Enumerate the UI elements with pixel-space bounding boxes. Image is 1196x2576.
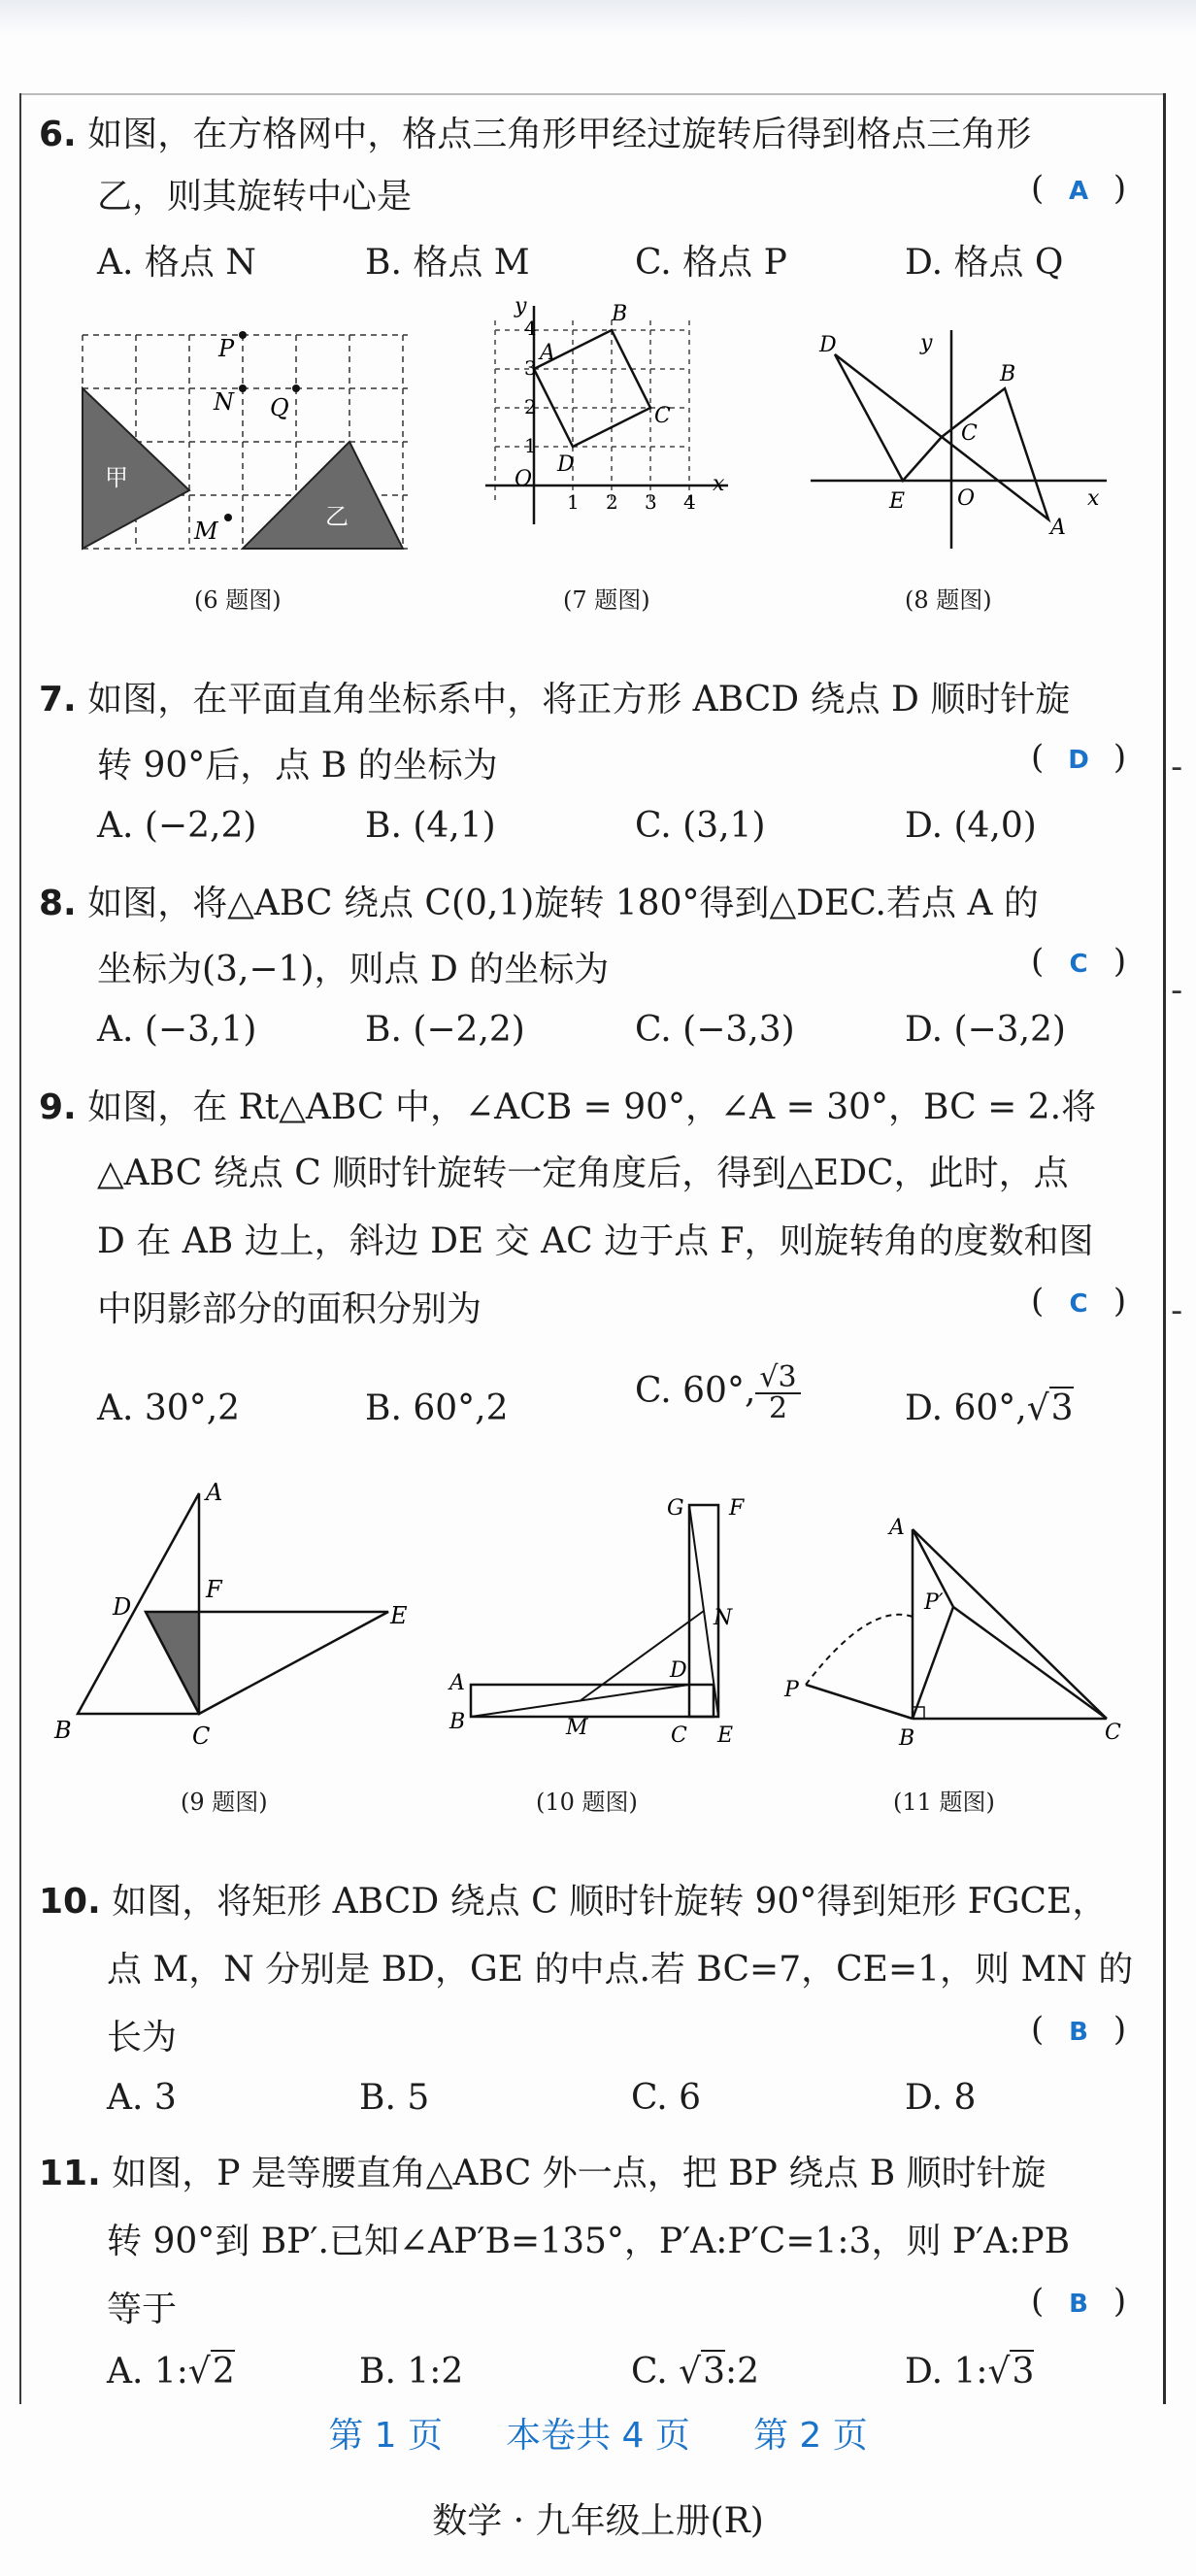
q11-option-d: D. 1:√3: [905, 2352, 1035, 2392]
q9-option-c: C. 60°, $\frac{√3}{2}$: [635, 1363, 801, 1423]
label-x: x: [1087, 486, 1100, 511]
top-shade: [0, 0, 1196, 35]
q7-option-b: B. (4,1): [365, 806, 496, 846]
label-n: N: [214, 388, 234, 416]
figure-10-caption: (10 题图): [536, 1789, 638, 1816]
q11-line2: 转 90°到 BP′.已知∠AP′B=135°，P′A:P′C=1:3，则 P′A:PB: [107, 2222, 1071, 2261]
point-q: [292, 385, 300, 392]
label-f: F: [729, 1496, 745, 1521]
figure-11: [777, 1510, 1136, 1757]
y-tick: 2: [524, 395, 537, 418]
arc-rotation: [806, 1615, 913, 1685]
label-b: B: [54, 1717, 72, 1744]
label-g: G: [667, 1496, 684, 1521]
q10-answer: ( B ): [1031, 2010, 1127, 2049]
edge-mark: -: [1171, 971, 1183, 1010]
edge-mark: -: [1171, 748, 1183, 786]
q9-line1: 9. 如图，在 Rt△ABC 中，∠ACB = 90°，∠A = 30°，BC = 2.将: [39, 1087, 1097, 1127]
q8-option-d: D. (−3,2): [905, 1010, 1066, 1050]
q7-line2: 转 90°后，点 B 的坐标为: [97, 746, 498, 786]
figure-9-caption: (9 题图): [181, 1789, 268, 1816]
segment-mn: [580, 1611, 704, 1701]
y-tick: 1: [524, 434, 537, 457]
x-tick: 4: [683, 490, 696, 514]
label-c: C: [671, 1723, 687, 1748]
figure-6: [78, 330, 413, 553]
segment-p2c: [953, 1607, 1107, 1719]
label-o: O: [957, 486, 976, 511]
total-pages: 本卷共 4 页: [506, 2416, 690, 2456]
q9-option-d: D. 60°,√3: [905, 1388, 1074, 1428]
q11-answer: ( B ): [1031, 2282, 1127, 2321]
segment-bp: [806, 1685, 913, 1719]
label-p: P: [784, 1678, 799, 1702]
q10-option-c: C. 6: [631, 2078, 702, 2118]
figure-8: [806, 320, 1116, 553]
figure-9: [49, 1476, 427, 1757]
triangle-dec: [835, 354, 942, 481]
label-b: B: [449, 1710, 466, 1734]
label-d: D: [113, 1593, 132, 1621]
label-a: A: [449, 1671, 465, 1695]
label-a: A: [889, 1516, 905, 1540]
q10-option-b: B. 5: [359, 2078, 430, 2118]
label-o: O: [515, 467, 533, 491]
x-tick: 1: [567, 490, 580, 514]
q8-option-a: A. (−3,1): [97, 1010, 257, 1050]
label-yi: 乙: [325, 503, 349, 530]
figure-7: [476, 291, 738, 534]
label-c: C: [961, 421, 978, 446]
q10-line1: 10. 如图，将矩形 ABCD 绕点 C 顺时针旋转 90°得到矩形 FGCE，: [39, 1882, 1108, 1922]
label-y: y: [515, 294, 527, 318]
label-p-prime: P′: [924, 1590, 944, 1615]
label-p: P: [218, 335, 235, 362]
page-1-link[interactable]: 第 1 页: [328, 2416, 443, 2456]
q10-option-d: D. 8: [905, 2078, 977, 2118]
q10-line2: 点 M，N 分别是 BD，GE 的中点.若 BC=7，CE=1，则 MN 的: [107, 1950, 1134, 1990]
frame-left: [19, 93, 21, 2404]
page-2-link[interactable]: 第 2 页: [752, 2416, 868, 2456]
y-tick: 4: [524, 317, 537, 340]
label-c: C: [1105, 1721, 1121, 1745]
x-tick: 3: [645, 490, 657, 514]
segment-bp2: [913, 1607, 953, 1719]
q7-option-d: D. (4,0): [905, 806, 1037, 846]
label-a: A: [1050, 516, 1066, 540]
q8-option-c: C. (−3,3): [635, 1010, 795, 1050]
q6-option-a: A. 格点 N: [97, 243, 256, 283]
label-y: y: [920, 331, 933, 355]
q8-answer: ( C ): [1031, 942, 1127, 981]
q8-option-b: B. (−2,2): [365, 1010, 525, 1050]
q9-line3: D 在 AB 边上，斜边 DE 交 AC 边于点 F，则旋转角的度数和图: [97, 1221, 1094, 1261]
label-jia: 甲: [105, 464, 128, 491]
label-d: D: [670, 1658, 687, 1683]
q7-option-a: A. (−2,2): [97, 806, 257, 846]
label-f: F: [206, 1576, 222, 1603]
label-e: E: [390, 1602, 408, 1629]
label-a: A: [540, 341, 555, 365]
point-n: [239, 385, 247, 392]
y-tick: 3: [524, 356, 537, 380]
frame-top: [19, 93, 1165, 95]
q8-line2: 坐标为(3,−1)，则点 D 的坐标为: [97, 950, 610, 989]
label-m: M: [566, 1716, 588, 1740]
q9-line4: 中阴影部分的面积分别为: [97, 1289, 482, 1329]
figure-10: [442, 1486, 772, 1757]
q9-line2: △ABC 绕点 C 顺时针旋转一定角度后，得到△EDC，此时，点: [97, 1154, 1069, 1193]
q7-answer: ( D ): [1031, 738, 1127, 777]
edge-mark: -: [1171, 1291, 1183, 1330]
label-c: C: [192, 1723, 211, 1750]
q9-option-a: A. 30°,2: [97, 1388, 241, 1428]
point-m: [224, 514, 232, 521]
q9-option-b: B. 60°,2: [365, 1388, 509, 1428]
figure-6-caption: (6 题图): [194, 586, 282, 614]
q9-answer: ( C ): [1031, 1282, 1127, 1321]
q11-line1: 11. 如图，P 是等腰直角△ABC 外一点，把 BP 绕点 B 顺时针旋: [39, 2154, 1046, 2193]
subject-title: 数学 · 九年级上册(R): [432, 2501, 764, 2541]
q8-line1: 8. 如图，将△ABC 绕点 C(0,1)旋转 180°得到△DEC.若点 A 的: [39, 884, 1039, 923]
q11-option-a: A. 1:√2: [107, 2352, 235, 2392]
label-q: Q: [270, 394, 289, 421]
label-e: E: [717, 1723, 734, 1748]
page-footer: [0, 2408, 1196, 2458]
label-e: E: [889, 489, 906, 514]
label-b: B: [899, 1726, 915, 1751]
label-n: N: [714, 1606, 733, 1630]
q6-line1: 6. 如图，在方格网中，格点三角形甲经过旋转后得到格点三角形: [39, 115, 1032, 154]
figure-7-caption: (7 题图): [563, 586, 650, 614]
figure-8-caption: (8 题图): [905, 586, 992, 614]
q6-option-d: D. 格点 Q: [905, 243, 1064, 283]
q6-option-c: C. 格点 P: [635, 243, 787, 283]
q6-option-b: B. 格点 M: [365, 243, 530, 283]
label-m: M: [194, 518, 218, 545]
label-d: D: [557, 452, 575, 477]
x-tick: 2: [606, 490, 618, 514]
label-b: B: [1000, 362, 1016, 386]
label-c: C: [654, 404, 671, 428]
q7-line1: 7. 如图，在平面直角坐标系中，将正方形 ABCD 绕点 D 顺时针旋: [39, 680, 1071, 719]
q7-option-c: C. (3,1): [635, 806, 766, 846]
figure-11-caption: (11 题图): [893, 1789, 995, 1816]
point-p: [239, 331, 247, 339]
segment-ac: [913, 1529, 1107, 1719]
label-a: A: [206, 1479, 223, 1506]
label-x: x: [713, 472, 725, 496]
q10-line3: 长为: [107, 2018, 178, 2057]
q11-line3: 等于: [107, 2290, 178, 2329]
q11-option-c: C. √3:2: [631, 2352, 760, 2392]
label-b: B: [612, 302, 628, 326]
frame-right: [1163, 93, 1166, 2404]
q6-line2: 乙，则其旋转中心是: [97, 177, 413, 217]
q10-option-a: A. 3: [107, 2078, 177, 2118]
q6-answer: ( A ): [1031, 169, 1127, 208]
label-d: D: [819, 333, 837, 357]
q11-option-b: B. 1:2: [359, 2352, 464, 2392]
